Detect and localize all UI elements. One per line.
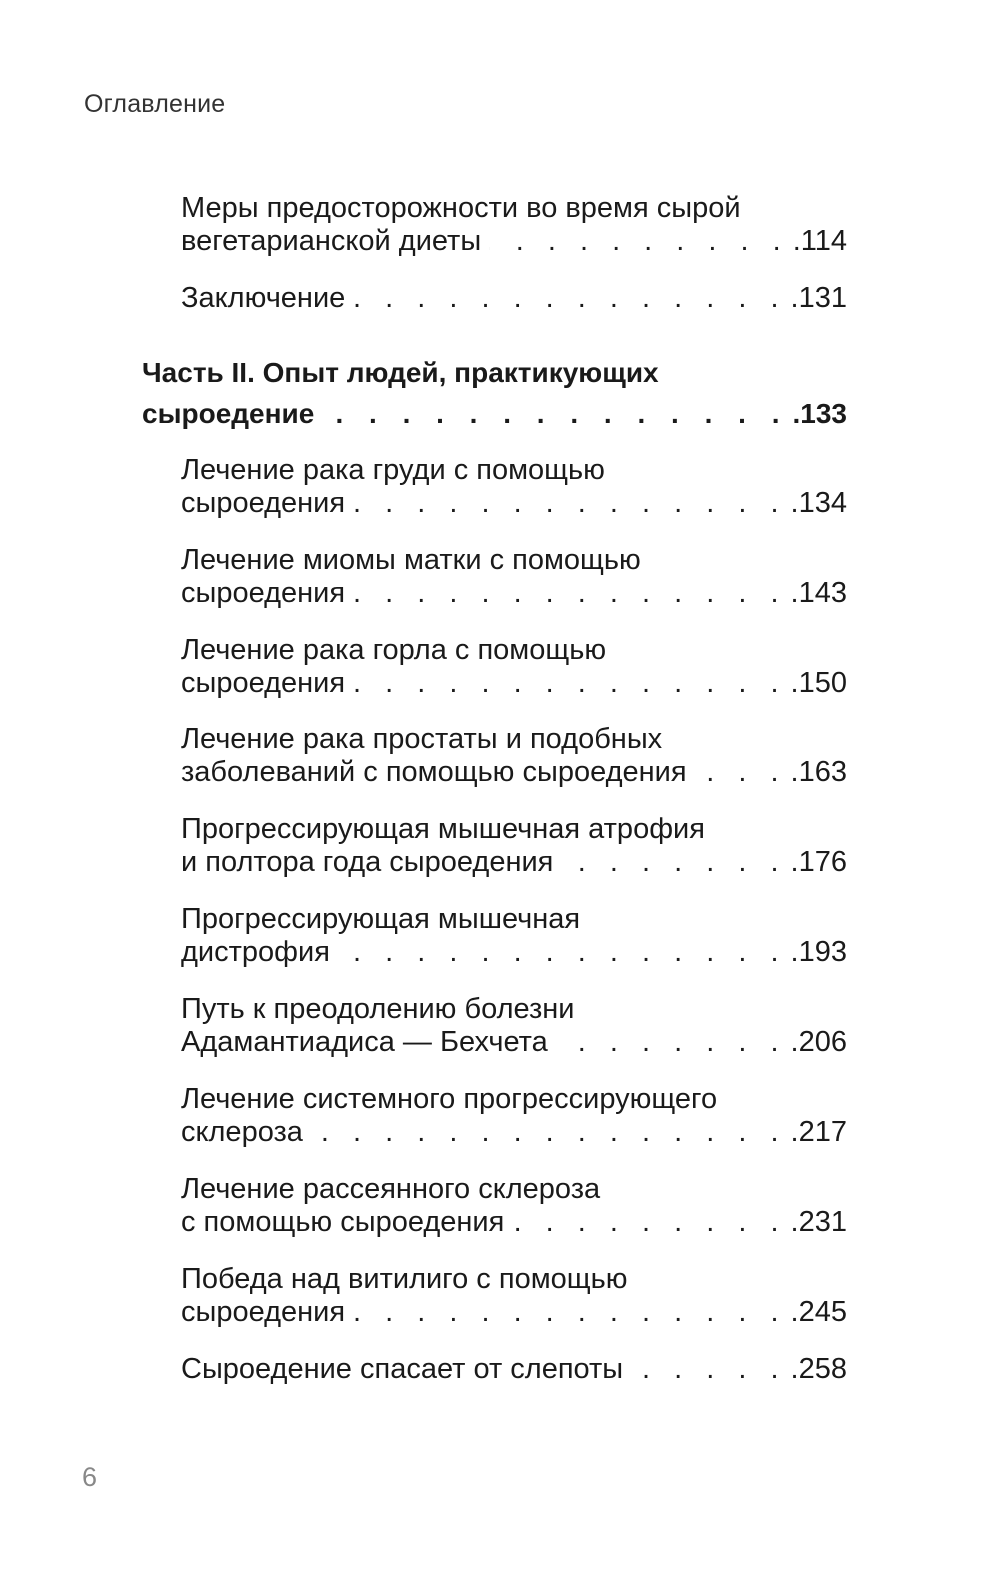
entry-last-line bbox=[181, 846, 847, 879]
page-ref: .114 bbox=[792, 225, 847, 257]
entry-last-line bbox=[181, 225, 847, 258]
toc-entry-muscular-atrophy[interactable] bbox=[181, 813, 847, 879]
dot-leader bbox=[328, 393, 788, 434]
entry-title: Победа над витилиго с помощью bbox=[181, 1263, 628, 1295]
entry-title: Лечение рака простаты и подобных bbox=[181, 723, 663, 755]
page-ref: .258 bbox=[790, 1353, 847, 1385]
toc-entry-conclusion[interactable] bbox=[181, 282, 847, 315]
entry-title: Путь к преодолению болезни bbox=[181, 993, 575, 1025]
entry-title-continued: вегетарианской диеты bbox=[181, 225, 482, 257]
toc-entry-vitiligo[interactable] bbox=[181, 1263, 847, 1329]
page-ref: .134 bbox=[790, 487, 847, 519]
toc-entry-throat-cancer[interactable] bbox=[181, 634, 847, 700]
dot-leader bbox=[556, 1026, 787, 1059]
entry-title: Лечение рака груди с помощью bbox=[181, 454, 605, 486]
entry-title: Лечение рассеянного склероза bbox=[181, 1173, 601, 1205]
entry-title-line-1 bbox=[181, 903, 847, 936]
entry-title-line-1 bbox=[181, 1263, 847, 1296]
entry-last-line bbox=[181, 487, 847, 520]
entry-title: Сыроедение спасает от слепоты bbox=[181, 1353, 624, 1385]
dot-leader bbox=[353, 487, 786, 520]
entry-last-line bbox=[181, 756, 847, 789]
toc-entry-breast-cancer[interactable] bbox=[181, 454, 847, 520]
entry-title-line-1 bbox=[181, 993, 847, 1026]
running-head: Оглавление bbox=[84, 90, 226, 118]
entry-title-continued: склероза bbox=[181, 1116, 303, 1148]
entry-title-line-1 bbox=[181, 1173, 847, 1206]
page-ref: .193 bbox=[790, 936, 847, 968]
entry-last-line bbox=[181, 936, 847, 969]
page-ref: .163 bbox=[790, 756, 847, 788]
dot-leader bbox=[353, 667, 786, 700]
toc-entry-multiple-sclerosis[interactable] bbox=[181, 1173, 847, 1239]
entry-title-line-1 bbox=[142, 352, 847, 393]
entry-last-line bbox=[181, 1296, 847, 1329]
toc-entry-blindness[interactable] bbox=[181, 1353, 847, 1386]
dot-leader bbox=[353, 282, 786, 315]
dot-leader bbox=[512, 1206, 786, 1239]
entry-title-continued: дистрофия bbox=[181, 936, 330, 968]
dot-leader bbox=[561, 846, 786, 879]
page-ref: .176 bbox=[790, 846, 847, 878]
entry-title-continued: сыроедения bbox=[181, 667, 346, 699]
entry-last-line bbox=[181, 577, 847, 610]
dot-leader bbox=[631, 1353, 786, 1386]
entry-title: Заключение bbox=[181, 282, 346, 314]
entry-title-continued: с помощью сыроедения bbox=[181, 1206, 505, 1238]
entry-title-continued: сыроедения bbox=[181, 487, 346, 519]
page-ref: .150 bbox=[790, 667, 847, 699]
entry-title: Лечение рака горла с помощью bbox=[181, 634, 607, 666]
entry-title-line-1 bbox=[181, 454, 847, 487]
page-ref: .231 bbox=[790, 1206, 847, 1238]
entry-title-line-1 bbox=[181, 192, 847, 225]
entry-title: Лечение миомы матки с помощью bbox=[181, 544, 641, 576]
dot-leader bbox=[353, 577, 786, 610]
dot-leader bbox=[353, 1296, 786, 1329]
entry-title-line-1 bbox=[181, 813, 847, 846]
entry-title-continued: сыроедения bbox=[181, 1296, 346, 1328]
toc-part-2-heading[interactable] bbox=[142, 352, 847, 434]
entry-title-line-1 bbox=[181, 1083, 847, 1116]
entry-title-continued: и полтора года сыроедения bbox=[181, 846, 554, 878]
page-number: 6 bbox=[82, 1462, 98, 1492]
page-ref: .217 bbox=[790, 1116, 847, 1148]
toc-entry-muscular-dystrophy[interactable] bbox=[181, 903, 847, 969]
entry-last-line bbox=[181, 1206, 847, 1239]
entry-last-line bbox=[142, 393, 847, 434]
entry-title: Лечение системного прогрессирующего bbox=[181, 1083, 718, 1115]
entry-last-line bbox=[181, 667, 847, 700]
entry-last-line bbox=[181, 1026, 847, 1059]
entry-title: Меры предосторожности во время сырой bbox=[181, 192, 741, 224]
entry-last-line bbox=[181, 1116, 847, 1149]
page-ref: .143 bbox=[790, 577, 847, 609]
entry-last-line bbox=[181, 282, 847, 315]
page-ref: .206 bbox=[790, 1026, 847, 1058]
page-ref: .131 bbox=[790, 282, 847, 314]
dot-leader bbox=[489, 225, 789, 258]
toc-entry-prostate-cancer[interactable] bbox=[181, 723, 847, 789]
entry-title: Прогрессирующая мышечная атрофия bbox=[181, 813, 705, 845]
toc-entry-uterine-fibroids[interactable] bbox=[181, 544, 847, 610]
dot-leader bbox=[695, 756, 787, 789]
page-ref: .245 bbox=[790, 1296, 847, 1328]
dot-leader bbox=[338, 936, 787, 969]
part-title: Часть II. Опыт людей, практикующих bbox=[142, 357, 659, 388]
toc-entry-systemic-sclerosis[interactable] bbox=[181, 1083, 847, 1149]
entry-title-continued: заболеваний с помощью сыроедения bbox=[181, 756, 687, 788]
entry-title-continued: Адамантиадиса — Бехчета bbox=[181, 1026, 548, 1058]
page-ref: .133 bbox=[792, 398, 847, 429]
dot-leader bbox=[311, 1116, 787, 1149]
toc-entry-behcet[interactable] bbox=[181, 993, 847, 1059]
entry-title-line-1 bbox=[181, 544, 847, 577]
toc-entry-precautions[interactable] bbox=[181, 192, 847, 258]
entry-last-line bbox=[181, 1353, 847, 1386]
part-title-continued: сыроедение bbox=[142, 398, 315, 429]
entry-title-continued: сыроедения bbox=[181, 577, 346, 609]
entry-title-line-1 bbox=[181, 634, 847, 667]
entry-title-line-1 bbox=[181, 723, 847, 756]
entry-title: Прогрессирующая мышечная bbox=[181, 903, 581, 935]
